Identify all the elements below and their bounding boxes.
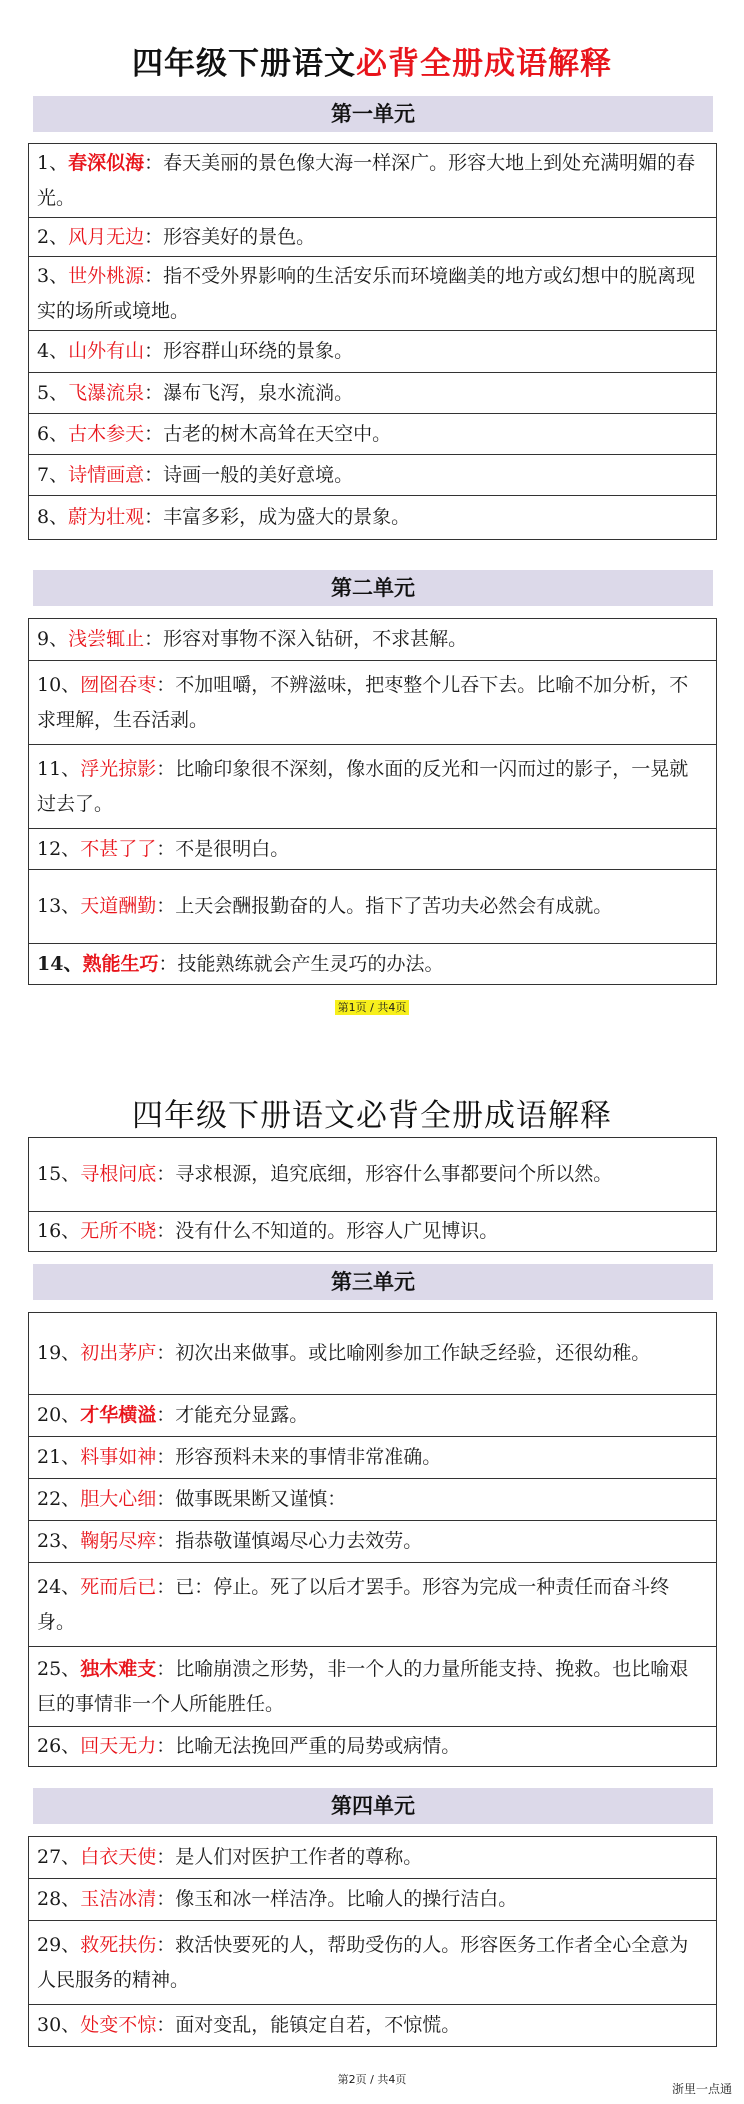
table-row: 5、飞瀑流泉：瀑布飞泻，泉水流淌。	[29, 373, 716, 414]
idiom-definition: 形容群山环绕的景象。	[163, 340, 354, 362]
table-row: 24、死而后已：已：停止。死了以后才罢手。形容为完成一种责任而奋斗终身。	[29, 1563, 716, 1647]
idiom-definition: 形容美好的景色。	[163, 225, 316, 248]
table-row: 7、诗情画意：诗画一般的美好意境。	[29, 455, 716, 496]
unit-header-4: 第四单元	[33, 1788, 713, 1824]
idiom-term: 才华横溢	[80, 1404, 157, 1426]
idiom-definition: 寻求根源，追究底细，形容什么事都要问个所以然。	[175, 1163, 613, 1185]
page1-title-black: 四年级下册语文	[132, 46, 356, 82]
idiom-term: 古木参天	[68, 422, 145, 445]
table-row: 14、熟能生巧：技能熟练就会产生灵巧的办法。	[29, 944, 716, 985]
idiom-definition: 诗画一般的美好意境。	[163, 463, 354, 486]
idiom-term: 玉洁冰清	[80, 1888, 157, 1910]
idiom-table-continued	[28, 1137, 717, 1252]
idiom-term: 世外桃源	[68, 264, 145, 287]
idiom-definition: 才能充分显露。	[175, 1404, 309, 1426]
table-row: 13、天道酬勤：上天会酬报勤奋的人。指下了苦功夫必然会有成就。	[29, 870, 716, 944]
idiom-term: 浮光掠影	[80, 757, 157, 780]
idiom-definition: 初次出来做事。或比喻刚参加工作缺乏经验，还很幼稚。	[175, 1342, 651, 1364]
idiom-term: 初出茅庐	[80, 1342, 157, 1364]
idiom-definition: 指恭敬谨慎竭尽心力去效劳。	[175, 1530, 423, 1552]
idiom-term: 料事如神	[80, 1446, 157, 1468]
table-row: 29、救死扶伤：救活快要死的人，帮助受伤的人。形容医务工作者全心全意为人民服务的精神。	[29, 1921, 716, 2005]
idiom-table-unit-2	[28, 618, 717, 985]
idiom-definition: 比喻崩溃之形势，非一个人的力量所能支持、挽救。也比喻艰巨的事情非一个人所能胜任。	[37, 1657, 689, 1715]
idiom-table-unit-1	[28, 143, 717, 540]
idiom-definition: 面对变乱，能镇定自若，不惊慌。	[175, 2014, 461, 2036]
idiom-definition: 瀑布飞泻，泉水流淌。	[163, 381, 354, 404]
idiom-term: 寻根问底	[80, 1163, 157, 1185]
idiom-definition: 技能熟练就会产生灵巧的办法。	[177, 952, 444, 975]
table-row: 27、白衣天使：是人们对医护工作者的尊称。	[29, 1837, 716, 1879]
idiom-definition: 不是很明白。	[175, 837, 290, 860]
table-row: 8、蔚为壮观：丰富多彩，成为盛大的景象。	[29, 496, 716, 540]
idiom-term: 飞瀑流泉	[68, 381, 145, 404]
page-number-2: 第2页 / 共4页	[337, 2073, 407, 2086]
idiom-term: 白衣天使	[80, 1846, 157, 1868]
idiom-table-unit-3	[28, 1312, 717, 1767]
idiom-term: 囫囵吞枣	[80, 673, 157, 696]
table-row: 10、囫囵吞枣：不加咀嚼，不辨滋味，把枣整个儿吞下去。比喻不加分析，不求理解，生吞活剥。	[29, 661, 716, 745]
unit-header-3: 第三单元	[33, 1264, 713, 1300]
idiom-definition: 指不受外界影响的生活安乐而环境幽美的地方或幻想中的脱离现实的场所或境地。	[37, 264, 696, 322]
watermark: 浙里一点通	[671, 2082, 732, 2096]
table-row: 16、无所不晓：没有什么不知道的。形容人广见博识。	[29, 1212, 716, 1252]
idiom-term: 救死扶伤	[80, 1933, 157, 1956]
table-row: 4、山外有山：形容群山环绕的景象。	[29, 331, 716, 373]
idiom-term: 回天无力	[80, 1735, 157, 1757]
table-row: 2、风月无边：形容美好的景色。	[29, 218, 716, 257]
idiom-term: 诗情画意	[68, 463, 145, 486]
page-number-1: 第1页 / 共4页	[0, 999, 744, 1015]
idiom-term: 不甚了了	[80, 837, 157, 860]
idiom-term: 春深似海	[68, 151, 145, 174]
table-row: 15、寻根问底：寻求根源，追究底细，形容什么事都要问个所以然。	[29, 1138, 716, 1212]
idiom-definition: 做事既果断又谨慎：	[175, 1488, 347, 1510]
idiom-definition: 救活快要死的人，帮助受伤的人。形容医务工作者全心全意为人民服务的精神。	[37, 1933, 689, 1991]
table-row: 11、浮光掠影：比喻印象很不深刻，像水面的反光和一闪而过的影子，一晃就过去了。	[29, 745, 716, 829]
table-row: 20、才华横溢：才能充分显露。	[29, 1395, 716, 1437]
idiom-definition: 没有什么不知道的。形容人广见博识。	[175, 1220, 499, 1242]
idiom-term: 死而后已	[80, 1575, 157, 1598]
idiom-term: 天道酬勤	[80, 895, 157, 917]
table-row: 23、鞠躬尽瘁：指恭敬谨慎竭尽心力去效劳。	[29, 1521, 716, 1563]
idiom-term: 胆大心细	[80, 1488, 157, 1510]
idiom-term: 风月无边	[68, 225, 145, 248]
idiom-definition: 形容对事物不深入钻研，不求甚解。	[163, 628, 468, 650]
idiom-definition: 春天美丽的景色像大海一样深广。形容大地上到处充满明媚的春光。	[37, 151, 696, 209]
idiom-table-unit-4	[28, 1836, 717, 2047]
idiom-definition: 古老的树木高耸在天空中。	[163, 422, 392, 445]
table-row: 25、独木难支：比喻崩溃之形势，非一个人的力量所能支持、挽救。也比喻艰巨的事情非一个人所能胜任。	[29, 1647, 716, 1727]
idiom-term: 处变不惊	[80, 2014, 157, 2036]
page1-title	[0, 38, 744, 83]
page2-title: 四年级下册语文必背全册成语解释	[132, 1098, 612, 1134]
idiom-definition: 比喻印象很不深刻，像水面的反光和一闪而过的影子，一晃就过去了。	[37, 757, 689, 815]
idiom-definition: 上天会酬报勤奋的人。指下了苦功夫必然会有成就。	[175, 895, 613, 917]
idiom-definition: 不加咀嚼，不辨滋味，把枣整个儿吞下去。比喻不加分析，不求理解，生吞活剥。	[37, 673, 689, 731]
idiom-definition: 比喻无法挽回严重的局势或病情。	[175, 1735, 461, 1757]
table-row: 9、浅尝辄止：形容对事物不深入钻研，不求甚解。	[29, 619, 716, 661]
idiom-definition: 是人们对医护工作者的尊称。	[175, 1846, 423, 1868]
page1-title-red: 必背全册成语解释	[356, 46, 612, 82]
idiom-definition: 形容预料未来的事情非常准确。	[175, 1446, 442, 1468]
table-row: 21、料事如神：形容预料未来的事情非常准确。	[29, 1437, 716, 1479]
idiom-definition: 丰富多彩，成为盛大的景象。	[163, 506, 411, 528]
table-row: 30、处变不惊：面对变乱，能镇定自若，不惊慌。	[29, 2005, 716, 2047]
idiom-definition: 像玉和冰一样洁净。比喻人的操行洁白。	[175, 1888, 518, 1910]
unit-header-1: 第一单元	[33, 96, 713, 132]
idiom-term: 山外有山	[68, 340, 145, 362]
table-row: 28、玉洁冰清：像玉和冰一样洁净。比喻人的操行洁白。	[29, 1879, 716, 1921]
table-row: 26、回天无力：比喻无法挽回严重的局势或病情。	[29, 1727, 716, 1767]
table-row: 22、胆大心细：做事既果断又谨慎：	[29, 1479, 716, 1521]
idiom-term: 浅尝辄止	[68, 628, 145, 650]
table-row: 12、不甚了了：不是很明白。	[29, 829, 716, 870]
idiom-term: 无所不晓	[80, 1220, 157, 1242]
idiom-term: 熟能生巧	[82, 952, 159, 975]
unit-header-2: 第二单元	[33, 570, 713, 606]
table-row: 19、初出茅庐：初次出来做事。或比喻刚参加工作缺乏经验，还很幼稚。	[29, 1313, 716, 1395]
idiom-term: 蔚为壮观	[68, 506, 145, 528]
idiom-definition: 已：停止。死了以后才罢手。形容为完成一种责任而奋斗终身。	[37, 1575, 670, 1633]
table-row: 3、世外桃源：指不受外界影响的生活安乐而环境幽美的地方或幻想中的脱离现实的场所或境地。	[29, 257, 716, 331]
idiom-term: 独木难支	[80, 1657, 157, 1680]
table-row: 6、古木参天：古老的树木高耸在天空中。	[29, 414, 716, 455]
idiom-term: 鞠躬尽瘁	[80, 1530, 157, 1552]
table-row: 1、春深似海：春天美丽的景色像大海一样深广。形容大地上到处充满明媚的春光。	[29, 144, 716, 218]
